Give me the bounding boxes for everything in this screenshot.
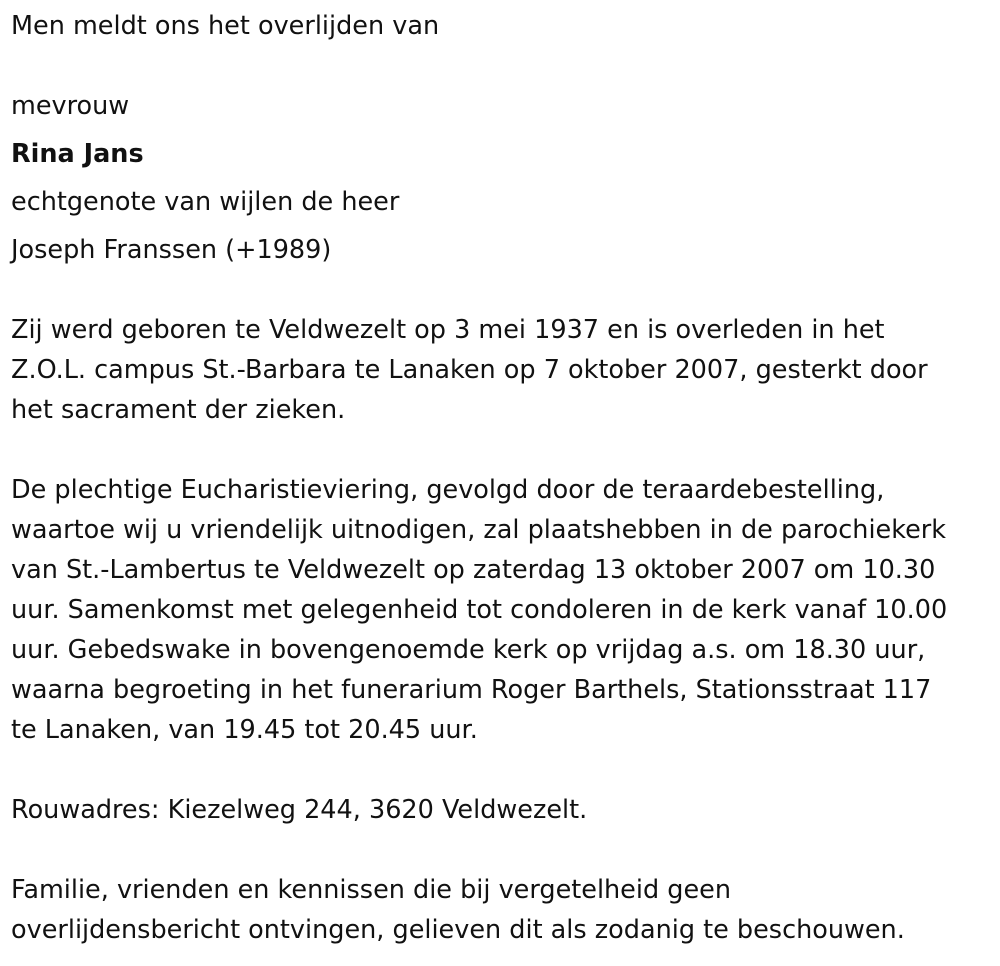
family-notice [11, 870, 905, 950]
ceremony-line: waartoe wij u vriendelijk uitnodigen, zal plaatshebben in de parochiekerk [11, 515, 947, 545]
ceremony-line: De plechtige Eucharistieviering, gevolgd door de teraardebestelling, [11, 475, 885, 505]
notice-line: Familie, vrienden en kennissen die bij vergetelheid geen [11, 875, 731, 905]
birth-line: Z.O.L. campus St.-Barbara te Lanaken op 7 oktober 2007, gesterkt door [11, 355, 928, 385]
notice-intro: Men meldt ons het overlijden van [11, 11, 440, 41]
ceremony-line: van St.-Lambertus te Veldwezelt op zaterdag 13 oktober 2007 om 10.30 [11, 555, 936, 585]
birth-line: Zij werd geboren te Veldwezelt op 3 mei 1937 en is overleden in het [11, 315, 885, 345]
ceremony-line: waarna begroeting in het funerarium Roger Barthels, Stationsstraat 117 [11, 675, 932, 705]
birth-line: het sacrament der zieken. [11, 395, 346, 425]
deceased-name: Rina Jans [11, 139, 144, 169]
spouse-intro: echtgenote van wijlen de heer [11, 187, 400, 217]
spouse-name: Joseph Franssen (+1989) [11, 235, 332, 265]
ceremony-line: uur. Samenkomst met gelegenheid tot condoleren in de kerk vanaf 10.00 [11, 595, 948, 625]
birth-paragraph [11, 310, 928, 430]
ceremony-line: uur. Gebedswake in bovengenoemde kerk op vrijdag a.s. om 18.30 uur, [11, 635, 926, 665]
address-line: Rouwadres: Kiezelweg 244, 3620 Veldwezelt. [11, 795, 588, 825]
ceremony-paragraph [11, 470, 947, 750]
deceased-title: mevrouw [11, 91, 130, 121]
mourning-address [11, 790, 587, 830]
ceremony-line: te Lanaken, van 19.45 tot 20.45 uur. [11, 715, 478, 745]
notice-line: overlijdensbericht ontvingen, gelieven dit als zodanig te beschouwen. [11, 915, 905, 945]
